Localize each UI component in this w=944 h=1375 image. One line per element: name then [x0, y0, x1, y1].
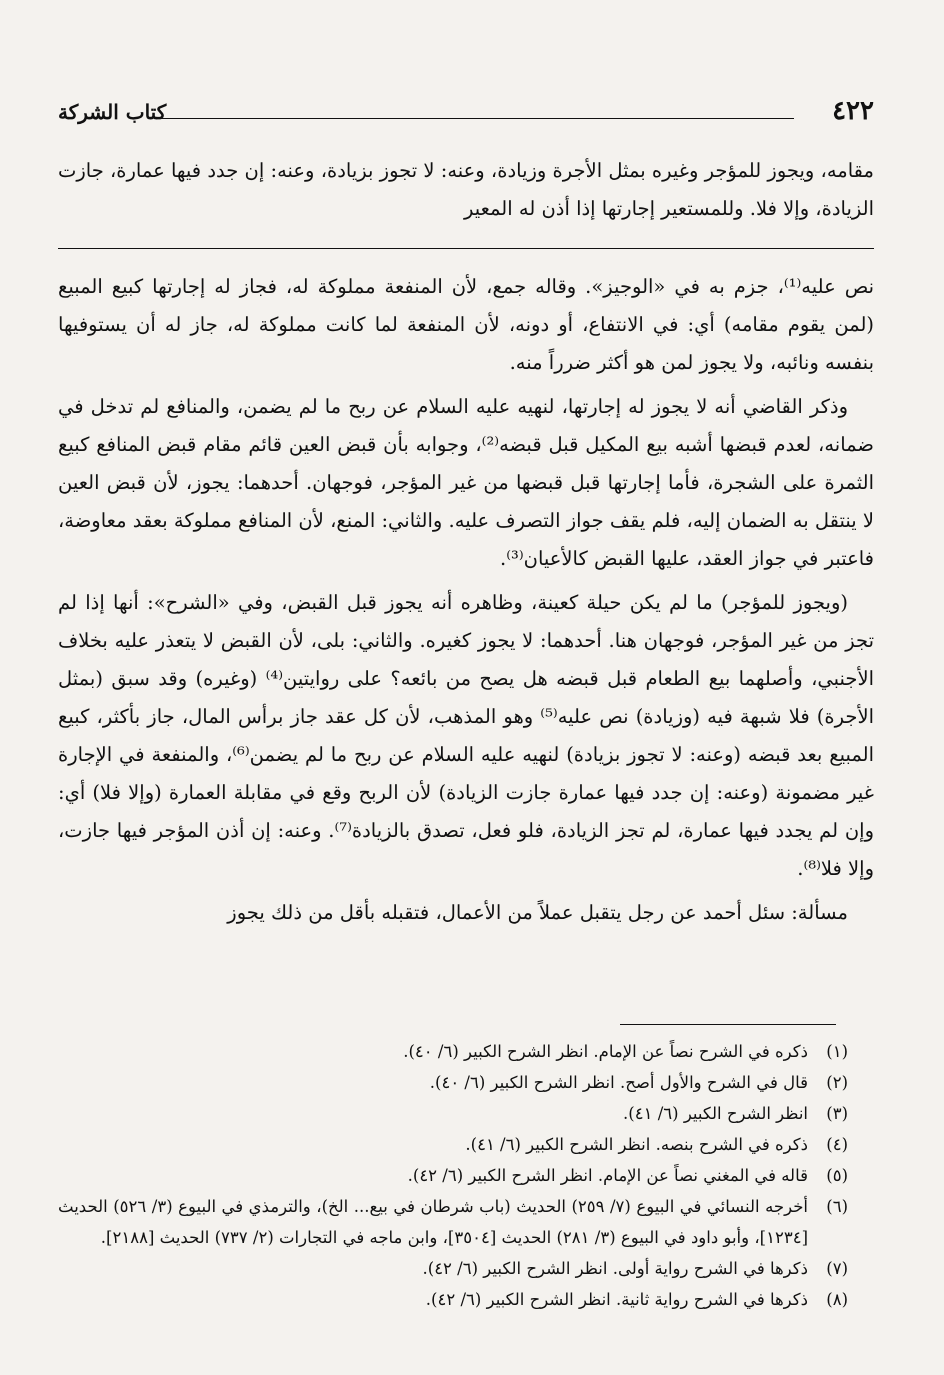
- footnote: [58, 1160, 848, 1191]
- footnote-number: (١): [826, 1042, 848, 1061]
- footnote-text: ذكره في الشرح نصاً عن الإمام. انظر الشرح الكبير (٦/ ٤٠).: [403, 1042, 808, 1061]
- footnote: [58, 1098, 848, 1129]
- footnote-text: ذكره في الشرح بنصه. انظر الشرح الكبير (٦/ ٤١).: [465, 1135, 808, 1154]
- header-rule: [158, 118, 794, 119]
- footnote-number: (٧): [826, 1259, 848, 1278]
- commentary-paragraph: نص عليه⁽¹⁾، جزم به في «الوجيز». وقاله جمع، لأن المنفعة مملوكة له، فجاز له إجارتها كبيع المبيع (لمن يقوم مقامه) أي: في الانتفاع، أو دونه، لأن المنفعة لما كانت مملوكة له، جاز له أن يستوفيها بنفسه ونائبه، ولا يجوز لمن هو أكثر ضرراً منه.: [58, 275, 875, 374]
- page-number: ٤٢٢: [832, 96, 874, 126]
- footnote-text: ذكرها في الشرح رواية أولى. انظر الشرح الكبير (٦/ ٤٢).: [422, 1259, 808, 1278]
- commentary-paragraph: مسألة: سئل أحمد عن رجل يتقبل عملاً من الأعمال، فتقبله بأقل من ذلك يجوز: [227, 901, 848, 924]
- footnote-text: ذكرها في الشرح رواية ثانية. انظر الشرح الكبير (٦/ ٤٢).: [425, 1290, 808, 1309]
- footnote: [58, 1036, 848, 1067]
- commentary-paragraph: وذكر القاضي أنه لا يجوز له إجارتها، لنهيه عليه السلام عن ربح ما لم يضمن، والمنافع لم تدخل في ضمانه، لعدم قبضها أشبه بيع المكيل قبل قبضه⁽²⁾، وجوابه بأن قبض العين قائم مقام قبض المنافع كبيع الثمرة على الشجرة، فأما إجارتها قبل قبضها من غير المؤجر، فوجهان. أحدهما: يجوز، لأن قبض العين لا ينتقل به الضمان إليه، فلم يقف جواز التصرف عليه. والثاني: المنع، لأن المنافع مملوكة بعقد معاوضة، فاعتبر في جواز العقد، عليها القبض كالأعيان⁽³⁾.: [58, 395, 874, 570]
- footnote-number: (٦): [826, 1197, 848, 1216]
- footnote-number: (٥): [826, 1166, 848, 1185]
- commentary: [58, 268, 874, 938]
- matn-separator: [58, 248, 874, 249]
- footnote: [58, 1284, 848, 1315]
- footnote-number: (٣): [826, 1104, 848, 1123]
- footnote-number: (٤): [826, 1135, 848, 1154]
- commentary-paragraph: (ويجوز للمؤجر) ما لم يكن حيلة كعينة، وظاهره أنه يجوز قبل القبض، وفي «الشرح»: أنها إذا لم تجز من غير المؤجر، فوجهان هنا. أحدهما: لا يجوز كغيره. والثاني: بلى، لأن القبض لا يتعذر عليه بخلاف الأجنبي، وأصلهما بيع الطعام قبل قبضه هل يصح من بائعه؟ على روايتين⁽⁴⁾ (وغيره) وقد سبق (بمثل الأجرة) فلا شبهة فيه (وزيادة) نص عليه⁽⁵⁾ وهو المذهب، لأن كل عقد جاز برأس المال، جاز بأكثر، كبيع المبيع بعد قبضه (وعنه: لا تجوز بزيادة) لنهيه عليه السلام عن ربح ما لم يضمن⁽⁶⁾، والمنفعة في الإجارة غير مضمونة (وعنه: إن جدد فيها عمارة جازت الزيادة) لأن الربح وقع في مقابلة العمارة (وإلا فلا) أي: وإن لم يجدد فيها عمارة، لم تجز الزيادة، فلو فعل، تصدق بالزيادة⁽⁷⁾. وعنه: إن أذن المؤجر فيها جازت، وإلا فلا⁽⁸⁾.: [58, 591, 874, 880]
- footnote: [58, 1129, 848, 1160]
- footnote-text: قال في الشرح والأول أصح. انظر الشرح الكبير (٦/ ٤٠).: [429, 1073, 808, 1092]
- footnote-text: أخرجه النسائي في البيوع (٧/ ٢٥٩) الحديث (باب شرطان في بيع... الخ)، والترمذي في البيوع (٣/ ٥٢٦) الحديث [١٢٣٤]، وأبو داود في البيوع (٣/ ٢٨١) الحديث [٣٥٠٤]، وابن ماجه في التجارات (٢/ ٧٣٧) الحديث [٢١٨٨].: [58, 1197, 809, 1247]
- footnote: [58, 1067, 848, 1098]
- footnote-number: (٨): [826, 1290, 848, 1309]
- page-header: [58, 96, 874, 130]
- matn-text: مقامه، ويجوز للمؤجر وغيره بمثل الأجرة وزيادة، وعنه: لا تجوز بزيادة، وعنه: إن جدد فيها عمارة، جازت الزيادة، وإلا فلا. وللمستعير إجارتها إذا أذن له المعير: [58, 159, 874, 220]
- footnote: [58, 1253, 848, 1284]
- footnote-text: انظر الشرح الكبير (٦/ ٤١).: [623, 1104, 808, 1123]
- footnotes: [58, 1036, 848, 1315]
- footnote-text: قاله في المغني نصاً عن الإمام. انظر الشرح الكبير (٦/ ٤٢).: [407, 1166, 808, 1185]
- footnote-separator: [620, 1024, 836, 1025]
- book-title: كتاب الشركة: [58, 100, 167, 124]
- footnote-number: (٢): [826, 1073, 848, 1092]
- footnote: [58, 1191, 848, 1253]
